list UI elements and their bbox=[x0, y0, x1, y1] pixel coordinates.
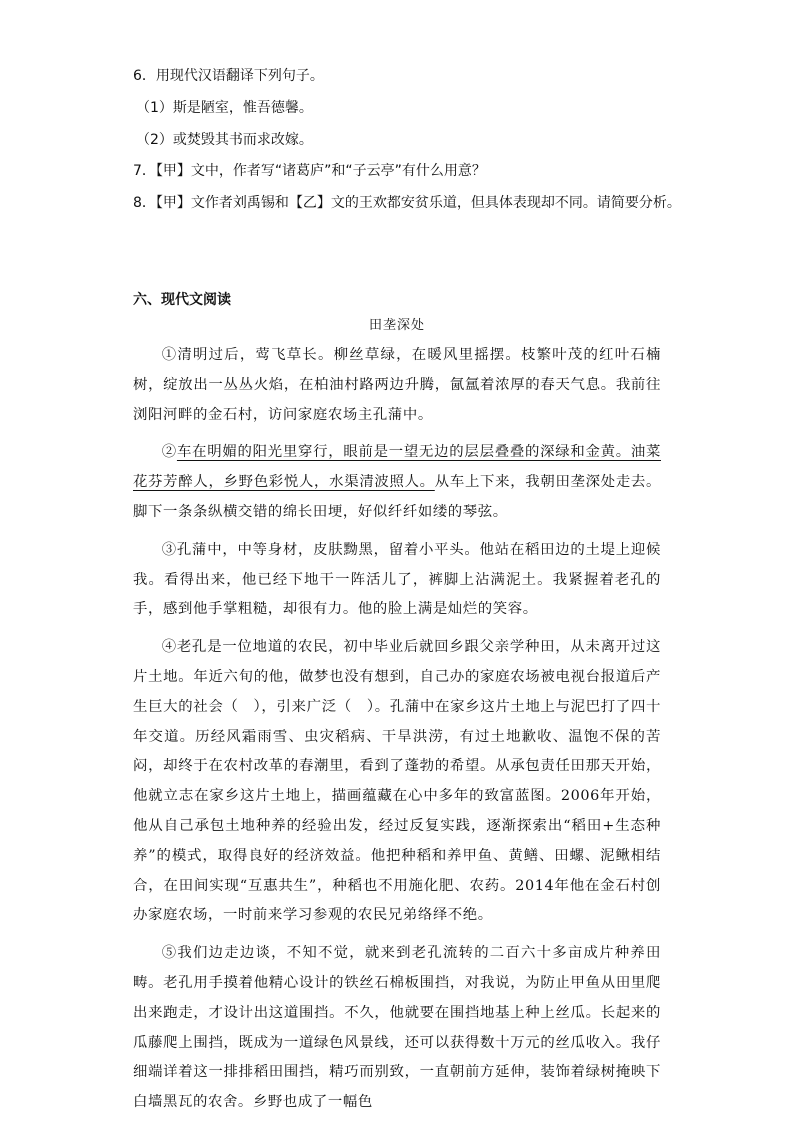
question-7: 7．【甲】文中，作者写“诸葛庐”和“子云亭”有什么用意？ bbox=[133, 163, 486, 179]
question-6-item-2: （2）或焚毁其书而求改嫁。 bbox=[136, 132, 313, 148]
question-8: 8．【甲】文作者刘禹锡和【乙】文的王欢都安贫乐道，但具体表现却不同。请简要分析。 bbox=[133, 195, 681, 211]
question-6: 6．用现代汉语翻译下列句子。 bbox=[133, 68, 324, 84]
question-6-item-1: （1）斯是陋室，惟吾德馨。 bbox=[136, 100, 313, 116]
paragraph-2-lead: ② bbox=[161, 444, 177, 461]
section-title: 六、现代文阅读 bbox=[133, 292, 231, 308]
underlined-sentence: 车在明媚的阳光里穿行，眼前是一望无边的层层叠叠的深绿和金黄。油菜花芬芳醉人，乡野色彩悦人，水渠清波照人。 bbox=[133, 444, 661, 491]
article-body bbox=[133, 341, 661, 1118]
paragraph-3: ③孔蒲中，中等身材，皮肤黝黑，留着小平头。他站在稻田边的土堤上迎候我。看得出来，他已经下地干一阵活儿了，裤脚上沾满泥土。我紧握着老孔的手，感到他手掌粗糙，却很有力。他的脸上满是灿烂的笑容。 bbox=[133, 541, 661, 618]
paragraph-2-rest: 从车上下来，我朝田垄深处走去。脚下一条条纵横交错的绵长田埂，好似纤纤如缕的琴弦。 bbox=[133, 474, 661, 520]
paragraph-4: ④老孔是一位地道的农民，初中毕业后就回乡跟父亲学种田，从未离开过这片土地。年近六旬的他，做梦也没有想到，自己办的家庭农场被电视台报道后产生巨大的社会（ ），引来广泛（ ）。孔蒲中在家乡这片土地上与泥巴打了四十年交道。历经风霜雨雪、虫灾稻病、干旱洪涝，有过土地歉收、温饱不保的苦闷，却终于在农村改革的春潮里，看到了蓬勃的希望。从承包责任田那天开始，他就立志在家乡这片土地上，描画蕴藏在心中多年的致富蓝图。2006年开始，他从自己承包土地种养的经验出发，经过反复实践，逐渐探索出“稻田+生态种养”的模式，取得良好的经济效益。他把种稻和养甲鱼、黄鳝、田螺、泥鳅相结合，在田间实现“互惠共生”，种稻也不用施化肥、农药。2014年他在金石村创办家庭农场，一时前来学习参观的农民兄弟络绎不绝。 bbox=[133, 639, 661, 924]
paragraph-1: ①清明过后，莺飞草长。柳丝草绿，在暖风里摇摆。枝繁叶茂的红叶石楠树，绽放出一丛丛火焰，在柏油村路两边升腾，氤氲着浓厚的春天气息。我前往浏阳河畔的金石村，访问家庭农场主孔蒲中。 bbox=[133, 347, 661, 423]
paragraph-5: ⑤我们边走边谈，不知不觉，就来到老孔流转的二百六十多亩成片种养田畴。老孔用手摸着他精心设计的铁丝石棉板围挡，对我说，为防止甲鱼从田里爬出来跑走，才设计出这道围挡。不久，他就要在围挡地基上种上丝瓜。长起来的瓜藤爬上围挡，既成为一道绿色风景线，还可以获得数十万元的丝瓜收入。我仔细端详着这一排排稻田围挡，精巧而别致，一直朝前方延伸，装饰着绿树掩映下白墙黑瓦的农舍。乡野也成了一幅色 bbox=[133, 945, 661, 1111]
paragraph-2 bbox=[133, 438, 661, 527]
article-title: 田垄深处 bbox=[368, 318, 425, 333]
